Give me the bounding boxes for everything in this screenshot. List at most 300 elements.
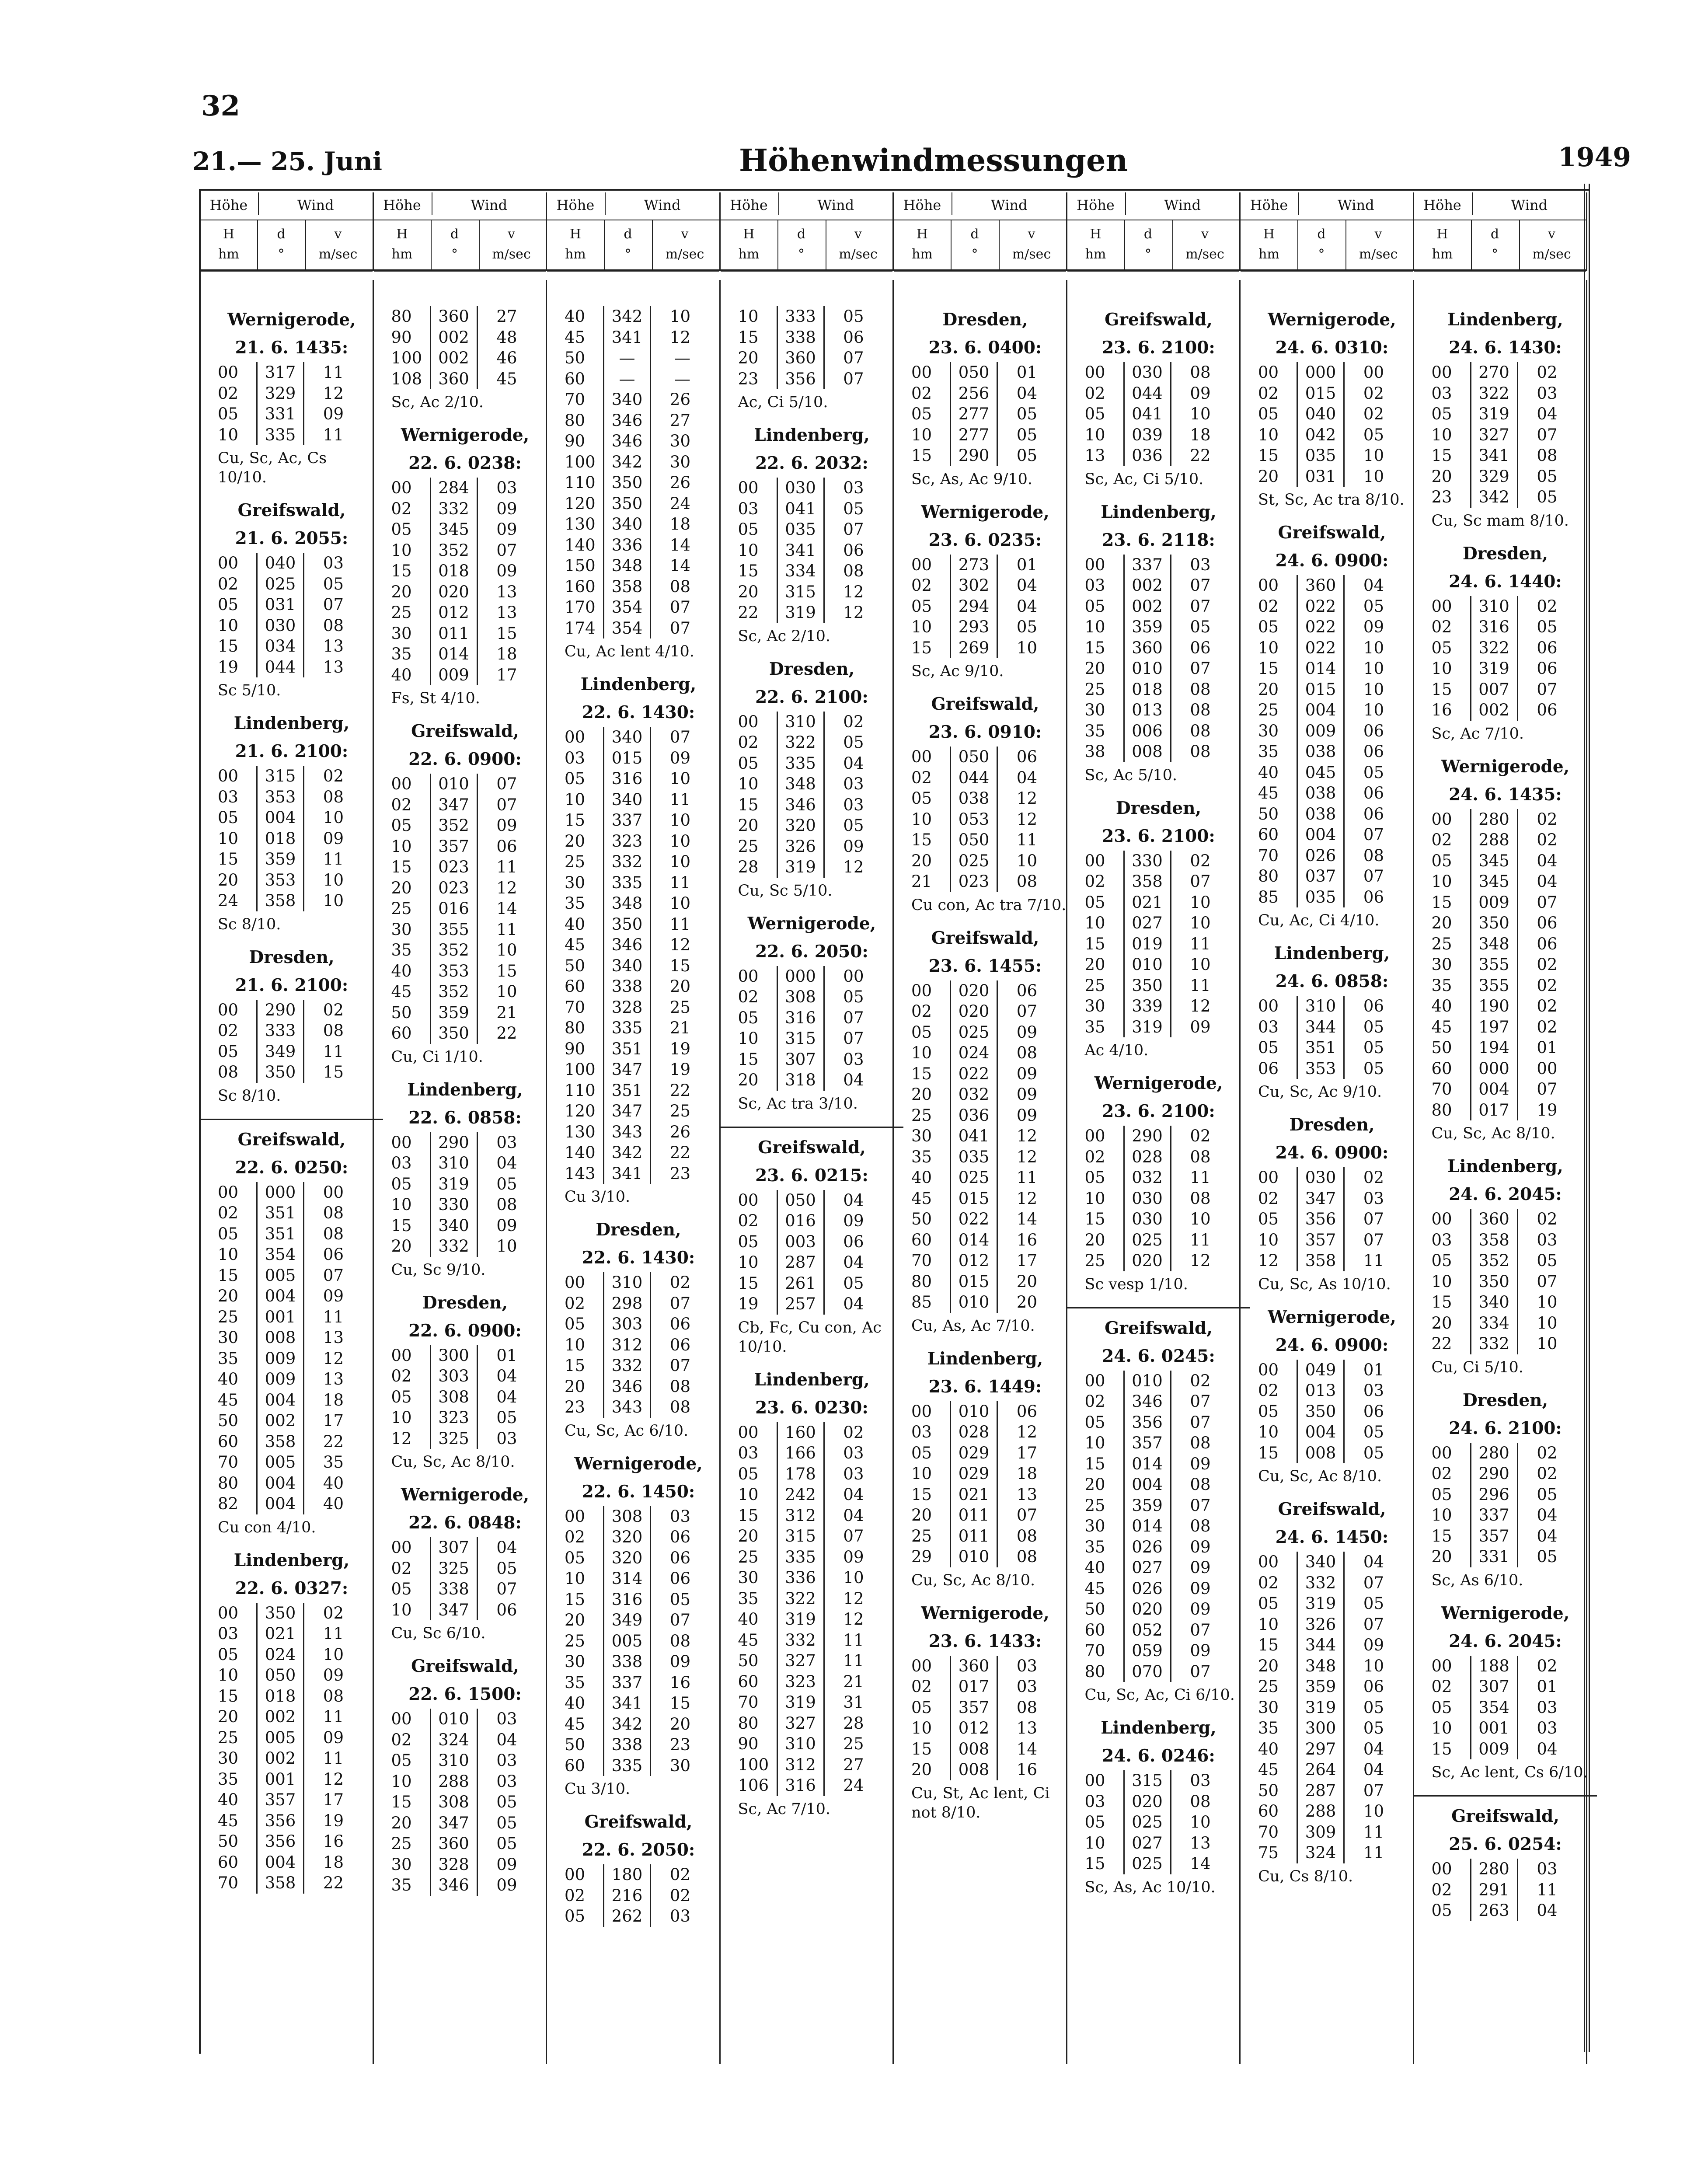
table-row [218, 1041, 347, 1062]
table-row [738, 519, 868, 540]
speed-cell: 06 [1517, 658, 1561, 679]
speed-cell: 27 [651, 410, 694, 431]
table-row [218, 1062, 347, 1083]
height-cell: 50 [1084, 1600, 1105, 1619]
direction-cell: 005 [604, 1631, 651, 1652]
table-row [1432, 1230, 1561, 1251]
direction-cell: 342 [604, 1142, 651, 1163]
table-row [218, 404, 347, 425]
table-row [738, 1609, 868, 1630]
speed-cell: 12 [304, 383, 348, 404]
direction-cell: 270 [1471, 362, 1517, 383]
cloud-note: Cu, Ci 5/10. [1431, 1358, 1523, 1376]
station-name: Greifswald, [237, 500, 346, 520]
height-cell: 10 [218, 616, 239, 635]
table-row [1085, 1495, 1214, 1516]
wind-label: Wind [952, 192, 1066, 215]
height-cell: 00 [911, 1656, 932, 1675]
direction-cell: 027 [1124, 913, 1171, 934]
station-datetime: 22. 6. 0327: [235, 1578, 349, 1598]
speed-cell: 09 [1344, 1635, 1388, 1656]
wind-table [218, 1603, 347, 1894]
table-row [218, 828, 347, 849]
height-cell: 35 [911, 1147, 932, 1166]
height-cell: 60 [1258, 1802, 1279, 1821]
table-row [218, 1748, 347, 1769]
direction-cell: 357 [1124, 1433, 1171, 1454]
wind-table [911, 747, 1041, 892]
direction-cell: 328 [430, 1854, 477, 1875]
direction-cell: 288 [1471, 830, 1517, 851]
direction-cell: 031 [1297, 466, 1344, 487]
height-cell: 40 [565, 1694, 586, 1713]
height-cell: 45 [565, 935, 586, 954]
direction-cell: 028 [1124, 1147, 1171, 1168]
table-row [565, 748, 694, 769]
height-cell: 05 [1258, 405, 1279, 423]
speed-cell: 04 [997, 383, 1041, 404]
table-row [218, 1831, 347, 1852]
table-row [1258, 1614, 1387, 1635]
direction-cell: 070 [1124, 1661, 1171, 1682]
direction-cell: 353 [257, 787, 304, 808]
direction-cell: 264 [1297, 1759, 1344, 1780]
height-cell: 00 [1084, 1371, 1105, 1390]
station-datetime: 24. 6. 0858: [1275, 971, 1389, 991]
height-cell: 35 [391, 645, 412, 663]
table-row [911, 1064, 1041, 1085]
table-row [218, 1182, 347, 1203]
direction-cell: 352 [430, 815, 477, 836]
table-row [911, 638, 1041, 659]
table-row [565, 555, 694, 576]
wind-table [565, 1864, 694, 1927]
table-row [1085, 1433, 1214, 1454]
station-name: Dresden, [596, 1220, 681, 1240]
height-cell: 80 [565, 1019, 586, 1037]
height-cell: 85 [911, 1293, 932, 1312]
cloud-note: St, Sc, Ac tra 8/10. [1258, 491, 1405, 509]
wind-table [738, 1422, 868, 1796]
table-row [1432, 425, 1561, 446]
direction-cell: 320 [604, 1548, 651, 1569]
direction-cell: 277 [951, 404, 997, 425]
table-row [565, 348, 694, 369]
direction-cell: 357 [951, 1697, 997, 1718]
direction-cell: 194 [1471, 1037, 1517, 1058]
speed-cell: 06 [997, 1401, 1041, 1422]
direction-cell: 338 [604, 1734, 651, 1755]
height-cell: 05 [1084, 405, 1105, 423]
height-cell: 02 [391, 1730, 412, 1749]
direction-cell: 341 [604, 1163, 651, 1184]
table-row [218, 1000, 347, 1021]
height-cell: 30 [391, 1855, 412, 1874]
speed-cell: 09 [1171, 1599, 1214, 1620]
table-row [1258, 700, 1387, 721]
speed-cell: 07 [651, 1293, 694, 1314]
direction-cell: 340 [604, 389, 651, 410]
speed-cell: 13 [304, 636, 348, 657]
direction-cell: 358 [1471, 1230, 1517, 1251]
direction-cell: 014 [1124, 1516, 1171, 1537]
direction-cell: 004 [257, 807, 304, 828]
table-row [565, 1651, 694, 1672]
height-cell: 15 [738, 1273, 759, 1293]
speed-cell: 04 [1517, 1900, 1561, 1921]
h-label: H [569, 227, 582, 242]
speed-cell: 14 [997, 1739, 1041, 1760]
table-row [1432, 1526, 1561, 1547]
wind-table [391, 1709, 521, 1896]
speed-cell: 05 [1344, 1697, 1388, 1718]
table-row [1258, 1676, 1387, 1697]
wind-table [1258, 996, 1387, 1079]
direction-cell: 335 [777, 1547, 824, 1568]
height-cell: 50 [391, 1003, 412, 1022]
direction-cell: 288 [430, 1771, 477, 1792]
station-name: Wernigerode, [747, 913, 876, 934]
station-datetime: 22. 6. 0900: [408, 749, 522, 769]
cloud-note: Cu, Cs 8/10. [1258, 1867, 1353, 1885]
cloud-note: Sc, Ac 7/10. [738, 1800, 831, 1818]
height-cell: 10 [1258, 638, 1279, 657]
height-cell: 15 [1258, 1443, 1279, 1462]
table-row [1258, 1058, 1387, 1079]
speed-cell: 02 [1517, 362, 1561, 383]
table-row [911, 788, 1041, 809]
speed-cell: 10 [1171, 1209, 1214, 1230]
speed-cell: — [651, 348, 694, 369]
header-bottom-rule [374, 269, 546, 272]
speed-cell: 09 [1171, 1454, 1214, 1475]
height-cell: 30 [738, 1568, 759, 1587]
speed-cell: 05 [1344, 1058, 1388, 1079]
height-cell: 30 [1258, 721, 1279, 740]
height-cell: 50 [565, 956, 586, 975]
table-row [1085, 1812, 1214, 1833]
speed-cell: 05 [824, 732, 868, 753]
direction-cell: 010 [430, 1709, 477, 1730]
direction-cell: 319 [1471, 404, 1517, 425]
speed-cell: 48 [477, 327, 521, 348]
direction-cell: 022 [951, 1064, 997, 1085]
speed-cell: 09 [304, 404, 348, 425]
table-row [218, 787, 347, 808]
height-cell: 15 [391, 1216, 412, 1235]
speed-cell: 17 [997, 1250, 1041, 1271]
height-cell: 03 [565, 748, 586, 768]
speed-cell: 04 [824, 1252, 868, 1273]
height-cell: 25 [391, 603, 412, 622]
speed-cell: 07 [1344, 1780, 1388, 1801]
speed-cell: 20 [651, 976, 694, 997]
height-cell: 02 [911, 384, 932, 403]
speed-cell: 08 [824, 561, 868, 582]
speed-cell: 02 [304, 766, 348, 787]
height-cell: 40 [218, 1790, 239, 1809]
height-cell: 10 [1431, 1506, 1452, 1525]
speed-cell: 11 [1171, 1167, 1214, 1188]
speed-cell: 08 [304, 1686, 348, 1707]
speed-cell: 04 [997, 596, 1041, 617]
table-row [218, 1706, 347, 1727]
direction-cell: 326 [777, 836, 824, 857]
speed-cell: 16 [997, 1759, 1041, 1780]
hoehe-label: Höhe [209, 197, 248, 213]
height-cell: 03 [218, 787, 239, 806]
height-cell: 15 [1431, 680, 1452, 699]
direction-cell: 031 [257, 594, 304, 615]
height-cell: 82 [218, 1494, 239, 1513]
header-divider [951, 220, 952, 270]
table-row [911, 1718, 1041, 1739]
station-name: Greifswald, [584, 1812, 693, 1832]
direction-cell: 335 [604, 1755, 651, 1776]
table-row [911, 1676, 1041, 1697]
direction-cell: 309 [1297, 1822, 1344, 1843]
height-cell: 00 [565, 1865, 586, 1884]
direction-cell: 340 [1471, 1292, 1517, 1313]
station-name: Greifswald, [931, 694, 1039, 714]
table-row [391, 665, 521, 686]
speed-cell: 11 [651, 914, 694, 935]
direction-cell: 000 [1297, 362, 1344, 383]
table-row [565, 1589, 694, 1610]
speed-cell: 22 [477, 1023, 521, 1044]
height-cell: 00 [738, 966, 759, 986]
height-cell: 90 [565, 1039, 586, 1058]
speed-cell: 06 [477, 836, 521, 857]
wind-table [391, 1345, 521, 1449]
height-cell: 25 [218, 1307, 239, 1326]
speed-cell: 04 [1517, 404, 1561, 425]
direction-cell: 024 [951, 1043, 997, 1064]
table-row [565, 452, 694, 473]
speed-cell: 31 [824, 1692, 868, 1713]
direction-cell: 280 [1471, 809, 1517, 830]
direction-cell: 327 [777, 1713, 824, 1734]
direction-cell: 307 [777, 1049, 824, 1070]
direction-cell: 037 [1297, 866, 1344, 887]
height-cell: 02 [1258, 1573, 1279, 1592]
speed-cell: 12 [997, 1126, 1041, 1147]
direction-cell: 010 [951, 1401, 997, 1422]
direction-cell: 004 [257, 1493, 304, 1514]
table-row [565, 1059, 694, 1080]
table-row [218, 657, 347, 678]
speed-cell: 08 [997, 1697, 1041, 1718]
speed-cell: 12 [1171, 1250, 1214, 1271]
direction-cell: 038 [951, 788, 997, 809]
speed-cell: 18 [477, 644, 521, 665]
direction-cell: 337 [1124, 555, 1171, 576]
cloud-note: Cu con, Ac tra 7/10. [911, 896, 1067, 914]
direction-cell: 350 [257, 1603, 304, 1624]
height-cell: 20 [1258, 1656, 1279, 1675]
direction-cell: 342 [604, 452, 651, 473]
speed-cell: 06 [997, 747, 1041, 768]
table-row [911, 830, 1041, 851]
direction-cell: 351 [257, 1203, 304, 1224]
station-name: Dresden, [249, 947, 335, 967]
direction-cell: 315 [1124, 1770, 1171, 1791]
table-row [1432, 871, 1561, 892]
direction-cell: 027 [1124, 1833, 1171, 1854]
table-row [391, 1236, 521, 1257]
speed-cell: 19 [1517, 1100, 1561, 1121]
height-cell: 15 [1084, 1210, 1105, 1228]
speed-cell: 06 [651, 1548, 694, 1569]
table-row [738, 369, 868, 390]
speed-cell: 07 [1171, 1391, 1214, 1412]
height-cell: 130 [565, 515, 596, 534]
station-name: Wernigerode, [1441, 756, 1570, 777]
table-row [1085, 996, 1214, 1017]
station-datetime: 23. 6. 0235: [928, 530, 1042, 550]
height-cell: 20 [218, 1287, 239, 1305]
speed-cell: 07 [997, 1001, 1041, 1022]
speed-cell: 05 [824, 499, 868, 520]
table-row [391, 644, 521, 665]
station-datetime: 23. 6. 0910: [928, 722, 1042, 742]
table-row [911, 596, 1041, 617]
direction-cell: 001 [257, 1769, 304, 1790]
direction-cell: 012 [951, 1250, 997, 1271]
cloud-note: Ac, Ci 5/10. [738, 394, 828, 411]
speed-cell: 06 [304, 1244, 348, 1265]
header-row-1 [1067, 192, 1240, 220]
table-row [1432, 658, 1561, 679]
direction-cell: 354 [257, 1244, 304, 1265]
cloud-note: Sc, Ac 5/10. [1084, 766, 1178, 784]
table-row [1432, 1463, 1561, 1484]
table-row [1258, 1443, 1387, 1464]
table-row [1258, 596, 1387, 617]
station-name: Greifswald, [1105, 1318, 1213, 1338]
table-row [738, 1630, 868, 1651]
direction-cell: 350 [1471, 913, 1517, 934]
table-row [218, 849, 347, 870]
wind-table [218, 766, 347, 911]
table-row [1085, 871, 1214, 892]
speed-cell: 22 [651, 1142, 694, 1163]
height-cell: 120 [565, 494, 596, 513]
header-bottom-rule [894, 269, 1066, 272]
station-name: Dresden, [1115, 798, 1202, 818]
height-cell: 03 [738, 1444, 759, 1462]
height-cell: 170 [565, 598, 596, 617]
height-cell: 10 [911, 1464, 932, 1483]
speed-cell: 02 [1171, 1126, 1214, 1147]
height-cell: 45 [565, 328, 586, 347]
direction-cell: 346 [777, 795, 824, 816]
table-row [1258, 1230, 1387, 1251]
header-divider [1345, 220, 1346, 270]
speed-cell: 12 [997, 1147, 1041, 1168]
height-cell: 00 [391, 1538, 412, 1557]
height-cell: 05 [1258, 1402, 1279, 1421]
table-row [738, 1713, 868, 1734]
direction-cell: 351 [604, 1080, 651, 1101]
station-datetime: 23. 6. 2100: [1102, 826, 1215, 846]
station-datetime: 24. 6. 1435: [1449, 784, 1562, 805]
table-row [738, 561, 868, 582]
wind-table [1432, 1859, 1561, 1921]
direction-cell: 002 [257, 1748, 304, 1769]
table-row [1085, 679, 1214, 700]
table-row [1085, 362, 1214, 383]
table-row [1258, 383, 1387, 404]
station-datetime: 21. 6. 2055: [235, 528, 349, 548]
h-label: H [1090, 227, 1101, 242]
direction-cell: 358 [257, 1431, 304, 1452]
direction-cell: 008 [951, 1759, 997, 1780]
direction-cell: 308 [430, 1792, 477, 1813]
speed-cell: 11 [1517, 1880, 1561, 1901]
table-row [565, 851, 694, 872]
table-row [1258, 762, 1387, 783]
table-row [911, 1043, 1041, 1064]
table-row [911, 1126, 1041, 1147]
height-cell: 00 [738, 712, 759, 731]
speed-cell: 11 [304, 1706, 348, 1727]
table-row [391, 327, 521, 348]
height-cell: 02 [565, 1294, 586, 1313]
wind-table [911, 1656, 1041, 1780]
direction-cell: 014 [430, 644, 477, 665]
speed-cell: 10 [1171, 954, 1214, 975]
speed-cell: 25 [824, 1734, 868, 1755]
direction-cell: 315 [777, 582, 824, 603]
direction-cell: 017 [1471, 1100, 1517, 1121]
direction-cell: 166 [777, 1443, 824, 1464]
speed-cell: 40 [304, 1473, 348, 1494]
height-cell: 70 [738, 1693, 759, 1712]
table-row [738, 836, 868, 857]
speed-cell: 14 [651, 535, 694, 556]
table-row [565, 1527, 694, 1548]
direction-cell: 300 [1297, 1718, 1344, 1739]
direction-cell: 280 [1471, 1859, 1517, 1880]
wind-label: Wind [1125, 192, 1240, 215]
direction-cell: 059 [1124, 1640, 1171, 1661]
station-name: Lindenberg, [927, 1348, 1043, 1369]
table-row [1085, 383, 1214, 404]
speed-cell: 28 [824, 1713, 868, 1734]
speed-cell: 10 [1344, 466, 1388, 487]
speed-cell: 06 [651, 1568, 694, 1589]
height-cell: 00 [391, 775, 412, 793]
table-row [911, 1739, 1041, 1760]
speed-cell: 21 [651, 1018, 694, 1039]
station-datetime: 22. 6. 0848: [408, 1513, 522, 1533]
direction-cell: 341 [1471, 445, 1517, 466]
height-cell: 05 [1258, 1038, 1279, 1057]
direction-cell: 041 [951, 1126, 997, 1147]
direction-cell: 009 [430, 665, 477, 686]
table-row [565, 1864, 694, 1885]
direction-cell: 347 [604, 1059, 651, 1080]
height-cell: 05 [1084, 1168, 1105, 1187]
direction-cell: 352 [430, 981, 477, 1002]
table-row [218, 553, 347, 574]
direction-cell: 302 [951, 575, 997, 596]
column-separator [1586, 280, 1587, 2064]
height-cell: 00 [911, 747, 932, 766]
height-cell: 45 [218, 1390, 239, 1409]
table-row [565, 1376, 694, 1397]
